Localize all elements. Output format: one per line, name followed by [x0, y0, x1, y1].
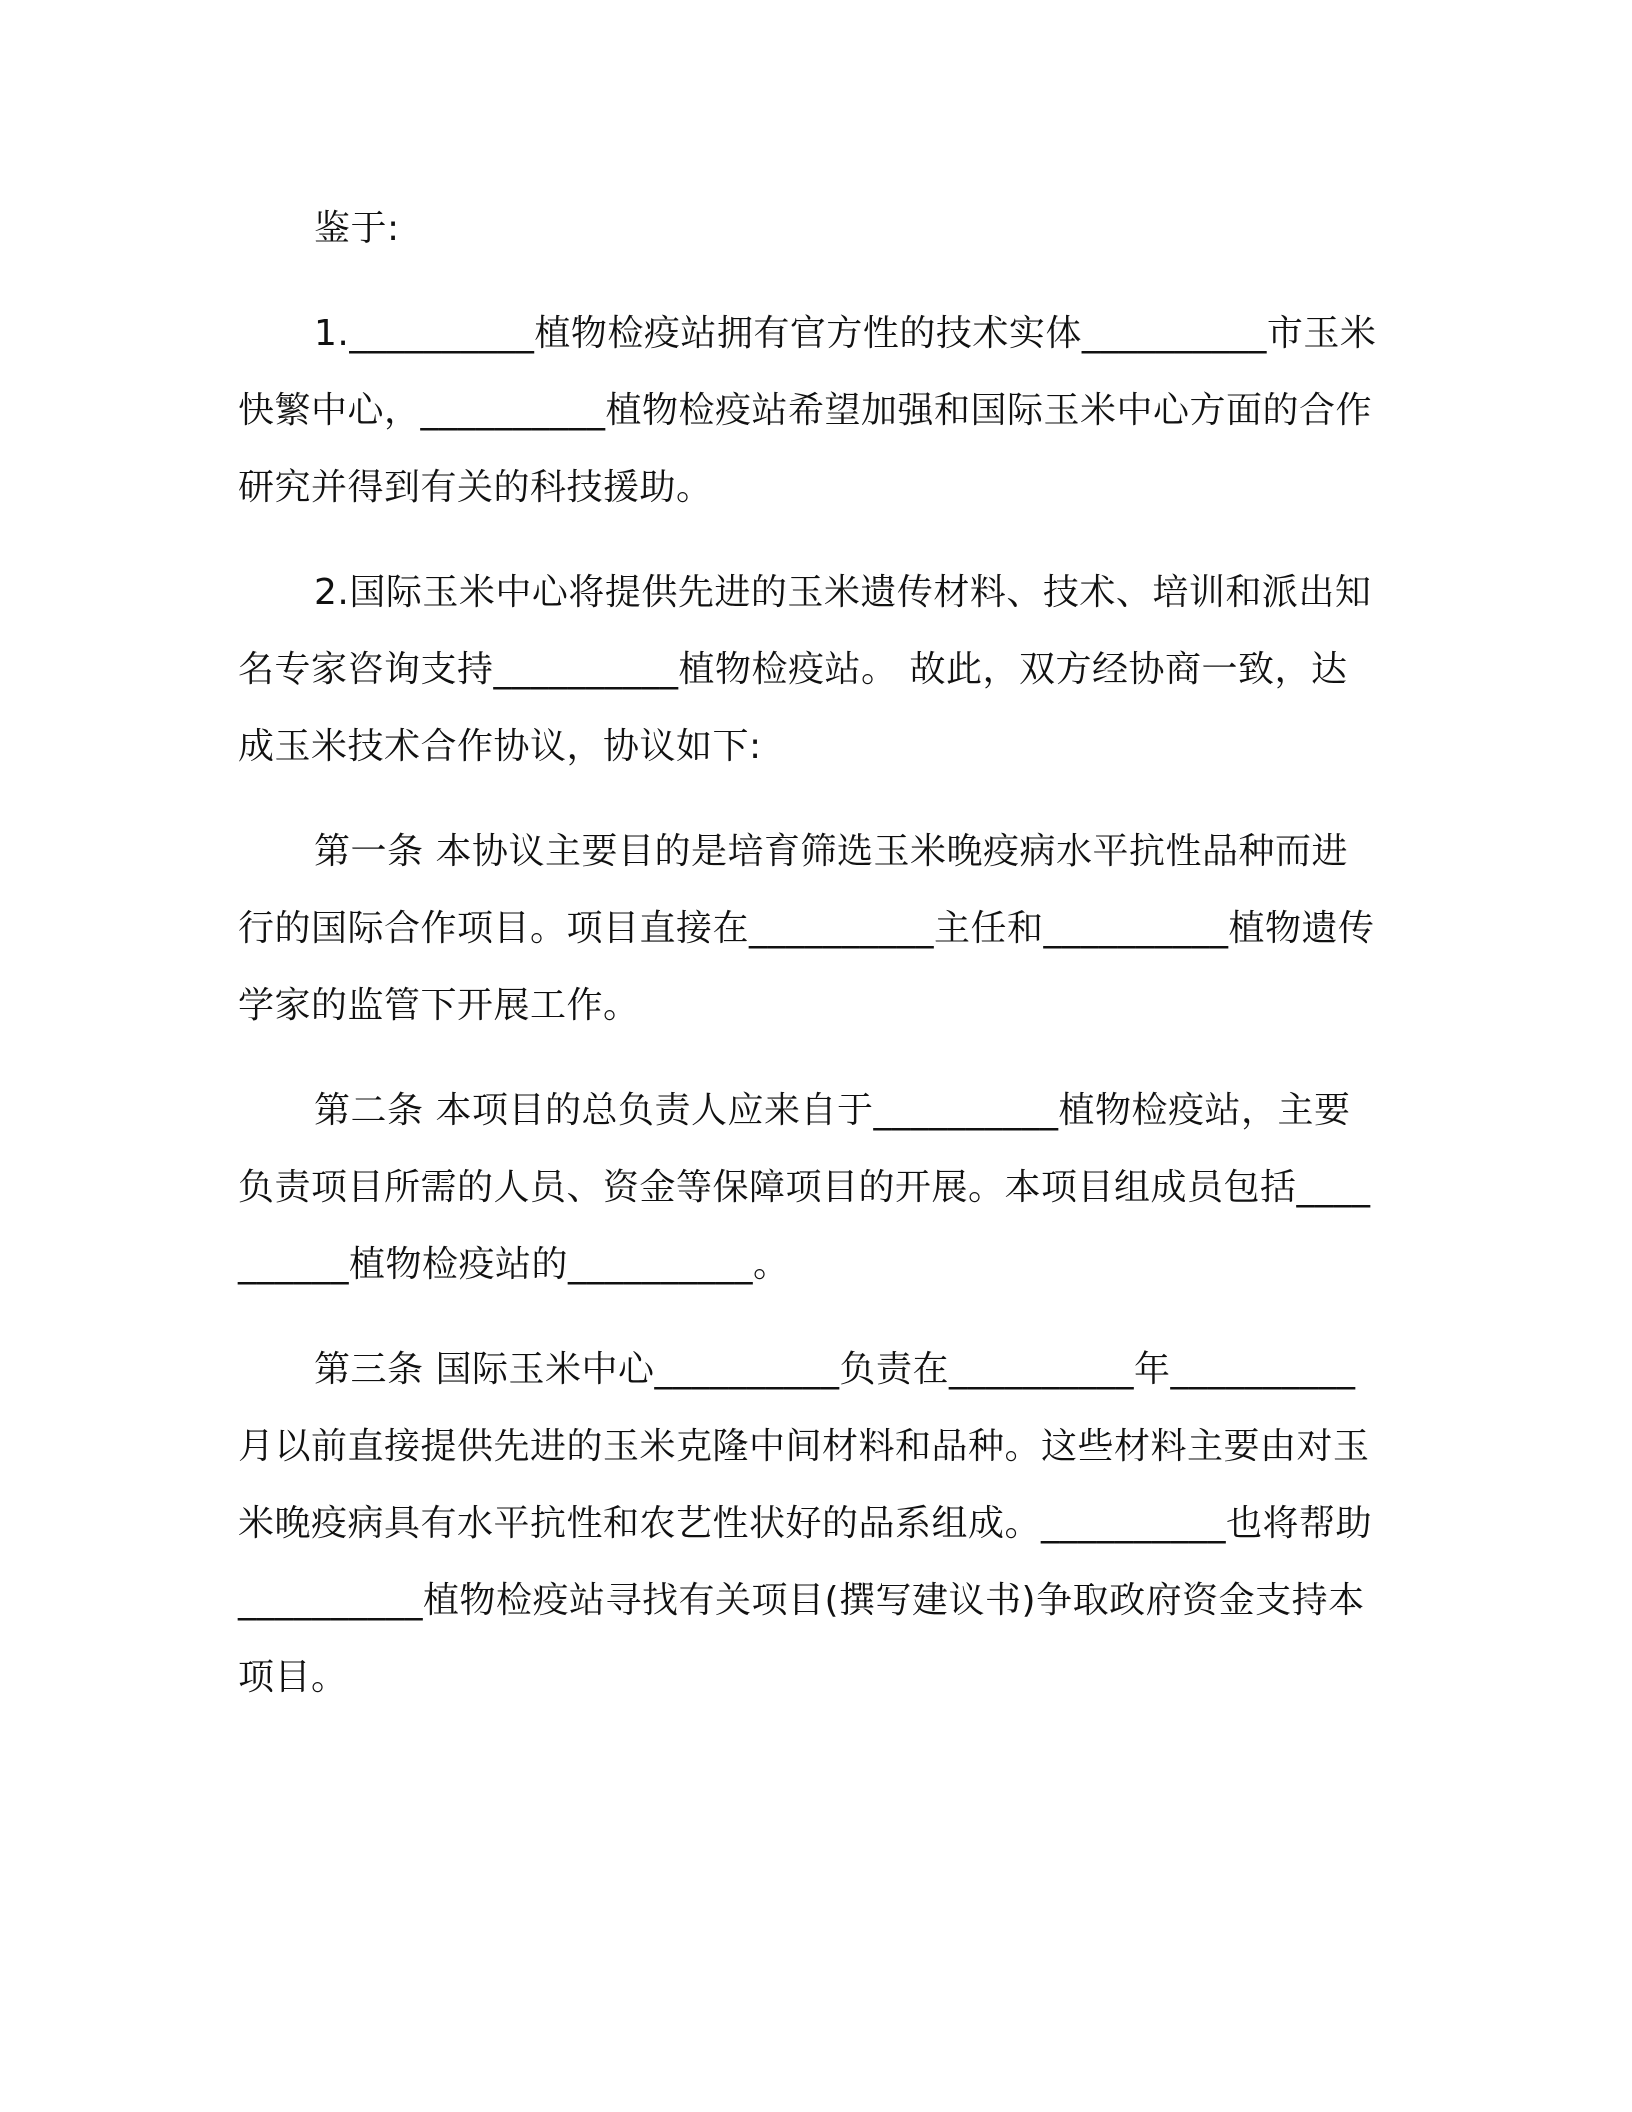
recital-2: 2.国际玉米中心将提供先进的玉米遗传材料、技术、培训和派出知名专家咨询支持__________植物检疫站。 故此，双方经协商一致，达成玉米技术合作协议，协议如下: — [238, 572, 1372, 767]
article-1: 第一条 本协议主要目的是培育筛选玉米晚疫病水平抗性品种而进行的国际合作项目。项目直接在__________主任和__________植物遗传学家的监管下开展工作。 — [238, 831, 1375, 1026]
article-2: 第二条 本项目的总负责人应来自于__________植物检疫站，主要负责项目所需的人员、资金等保障项目的开展。本项目组成员包括__________植物检疫站的__________。 — [238, 1090, 1371, 1285]
recital-1: 1.__________植物检疫站拥有官方性的技术实体__________市玉米快繁中心，__________植物检疫站希望加强和国际玉米中心方面的合作研究并得到有关的科技援助。 — [238, 313, 1377, 508]
document-body — [238, 190, 1380, 1744]
article-3: 第三条 国际玉米中心__________负责在__________年__________月以前直接提供先进的玉米克隆中间材料和品种。这些材料主要由对玉米晚疫病具有水平抗性和农艺性状好的品系组成。__________也将帮助__________植物检疫站寻找有关项目(撰写建议书)争取政府资金支持本项目。 — [238, 1349, 1373, 1698]
intro-heading: 鉴于: — [314, 208, 400, 249]
